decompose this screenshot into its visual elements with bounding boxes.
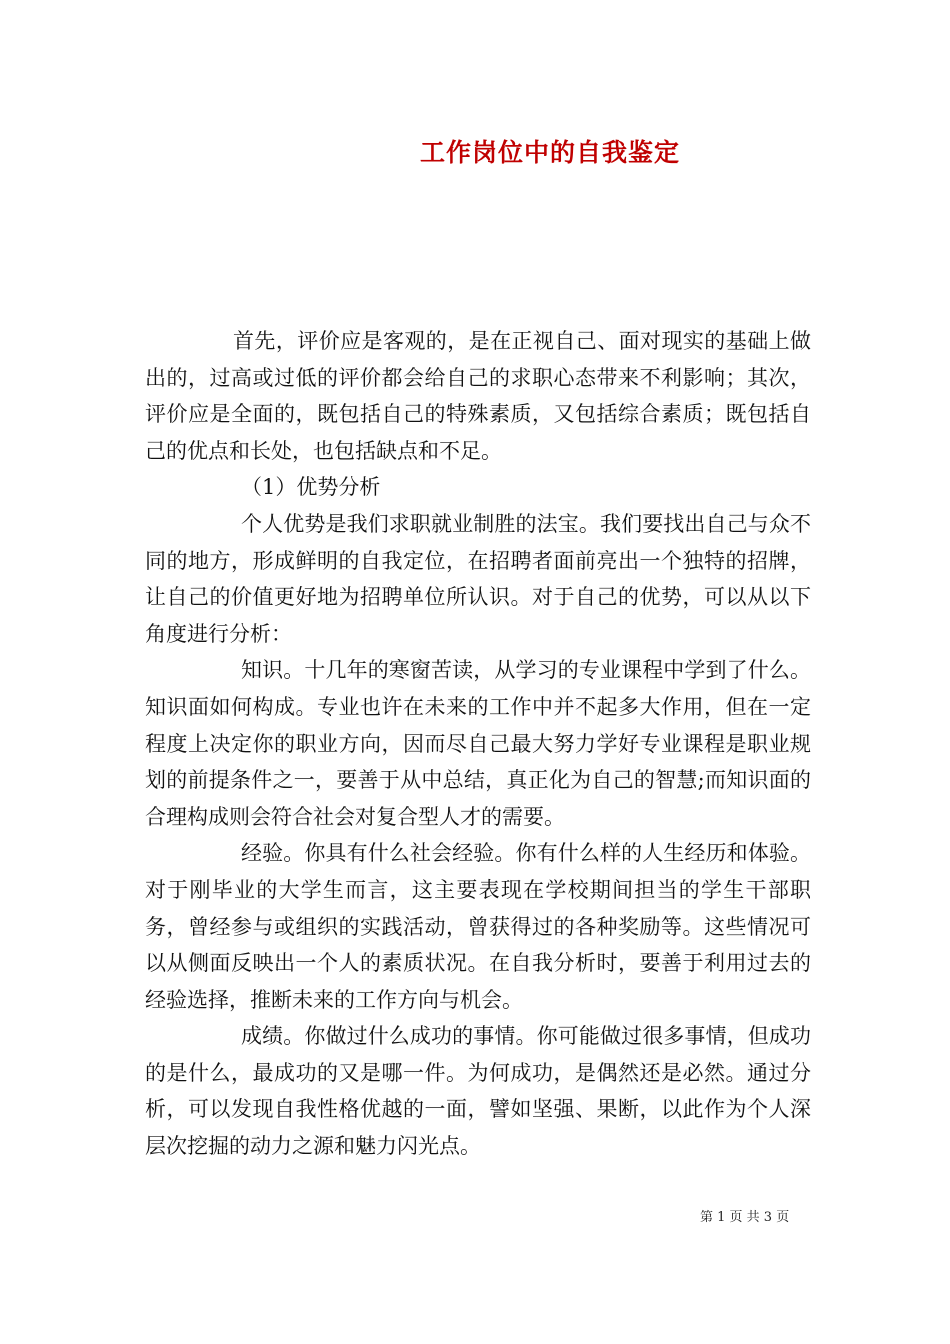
page-number-footer: 第 1 页 共 3 页 (700, 1210, 790, 1225)
paragraph-knowledge: 知识。十几年的寒窗苦读，从学习的专业课程中学到了什么。知识面如何构成。专业也许在未来的工作中并不起多大作用，但在一定程度上决定你的职业方向，因而尽自己最大努力学好专业课程是职业规划的前提条件之一，要善于从中总结，真正化为自己的智慧;而知识面的合理构成则会符合社会对复合型人才的需要。 (145, 658, 811, 829)
section-heading-advantage-analysis: （1）优势分析 (241, 475, 381, 500)
paragraph-evaluation: 首先，评价应是客观的，是在正视自己、面对现实的基础上做出的，过高或过低的评价都会给自己的求职心态带来不利影响；其次，评价应是全面的，既包括自己的特殊素质，又包括综合素质；既包括自己的优点和长处，也包括缺点和不足。 (145, 329, 811, 463)
paragraph-personal-advantage: 个人优势是我们求职就业制胜的法宝。我们要找出自己与众不同的地方，形成鲜明的自我定位，在招聘者面前亮出一个独特的招牌，让自己的价值更好地为招聘单位所认识。对于自己的优势，可以从以下角度进行分析： (145, 511, 811, 646)
document-body (145, 323, 811, 1165)
paragraph-experience: 经验。你具有什么社会经验。你有什么样的人生经历和体验。对于刚毕业的大学生而言，这主要表现在学校期间担当的学生干部职务，曾经参与或组织的实践活动，曾获得过的各种奖励等。这些情况可以从侧面反映出一个人的素质状况。在自我分析时，要善于利用过去的经验选择，推断未来的工作方向与机会。 (145, 841, 811, 1012)
paragraph-achievement: 成绩。你做过什么成功的事情。你可能做过很多事情，但成功的是什么，最成功的又是哪一件。为何成功，是偶然还是必然。通过分析，可以发现自我性格优越的一面，譬如坚强、果断，以此作为个人深层次挖掘的动力之源和魅力闪光点。 (145, 1024, 811, 1159)
document-title: 工作岗位中的自我鉴定 (419, 138, 680, 167)
